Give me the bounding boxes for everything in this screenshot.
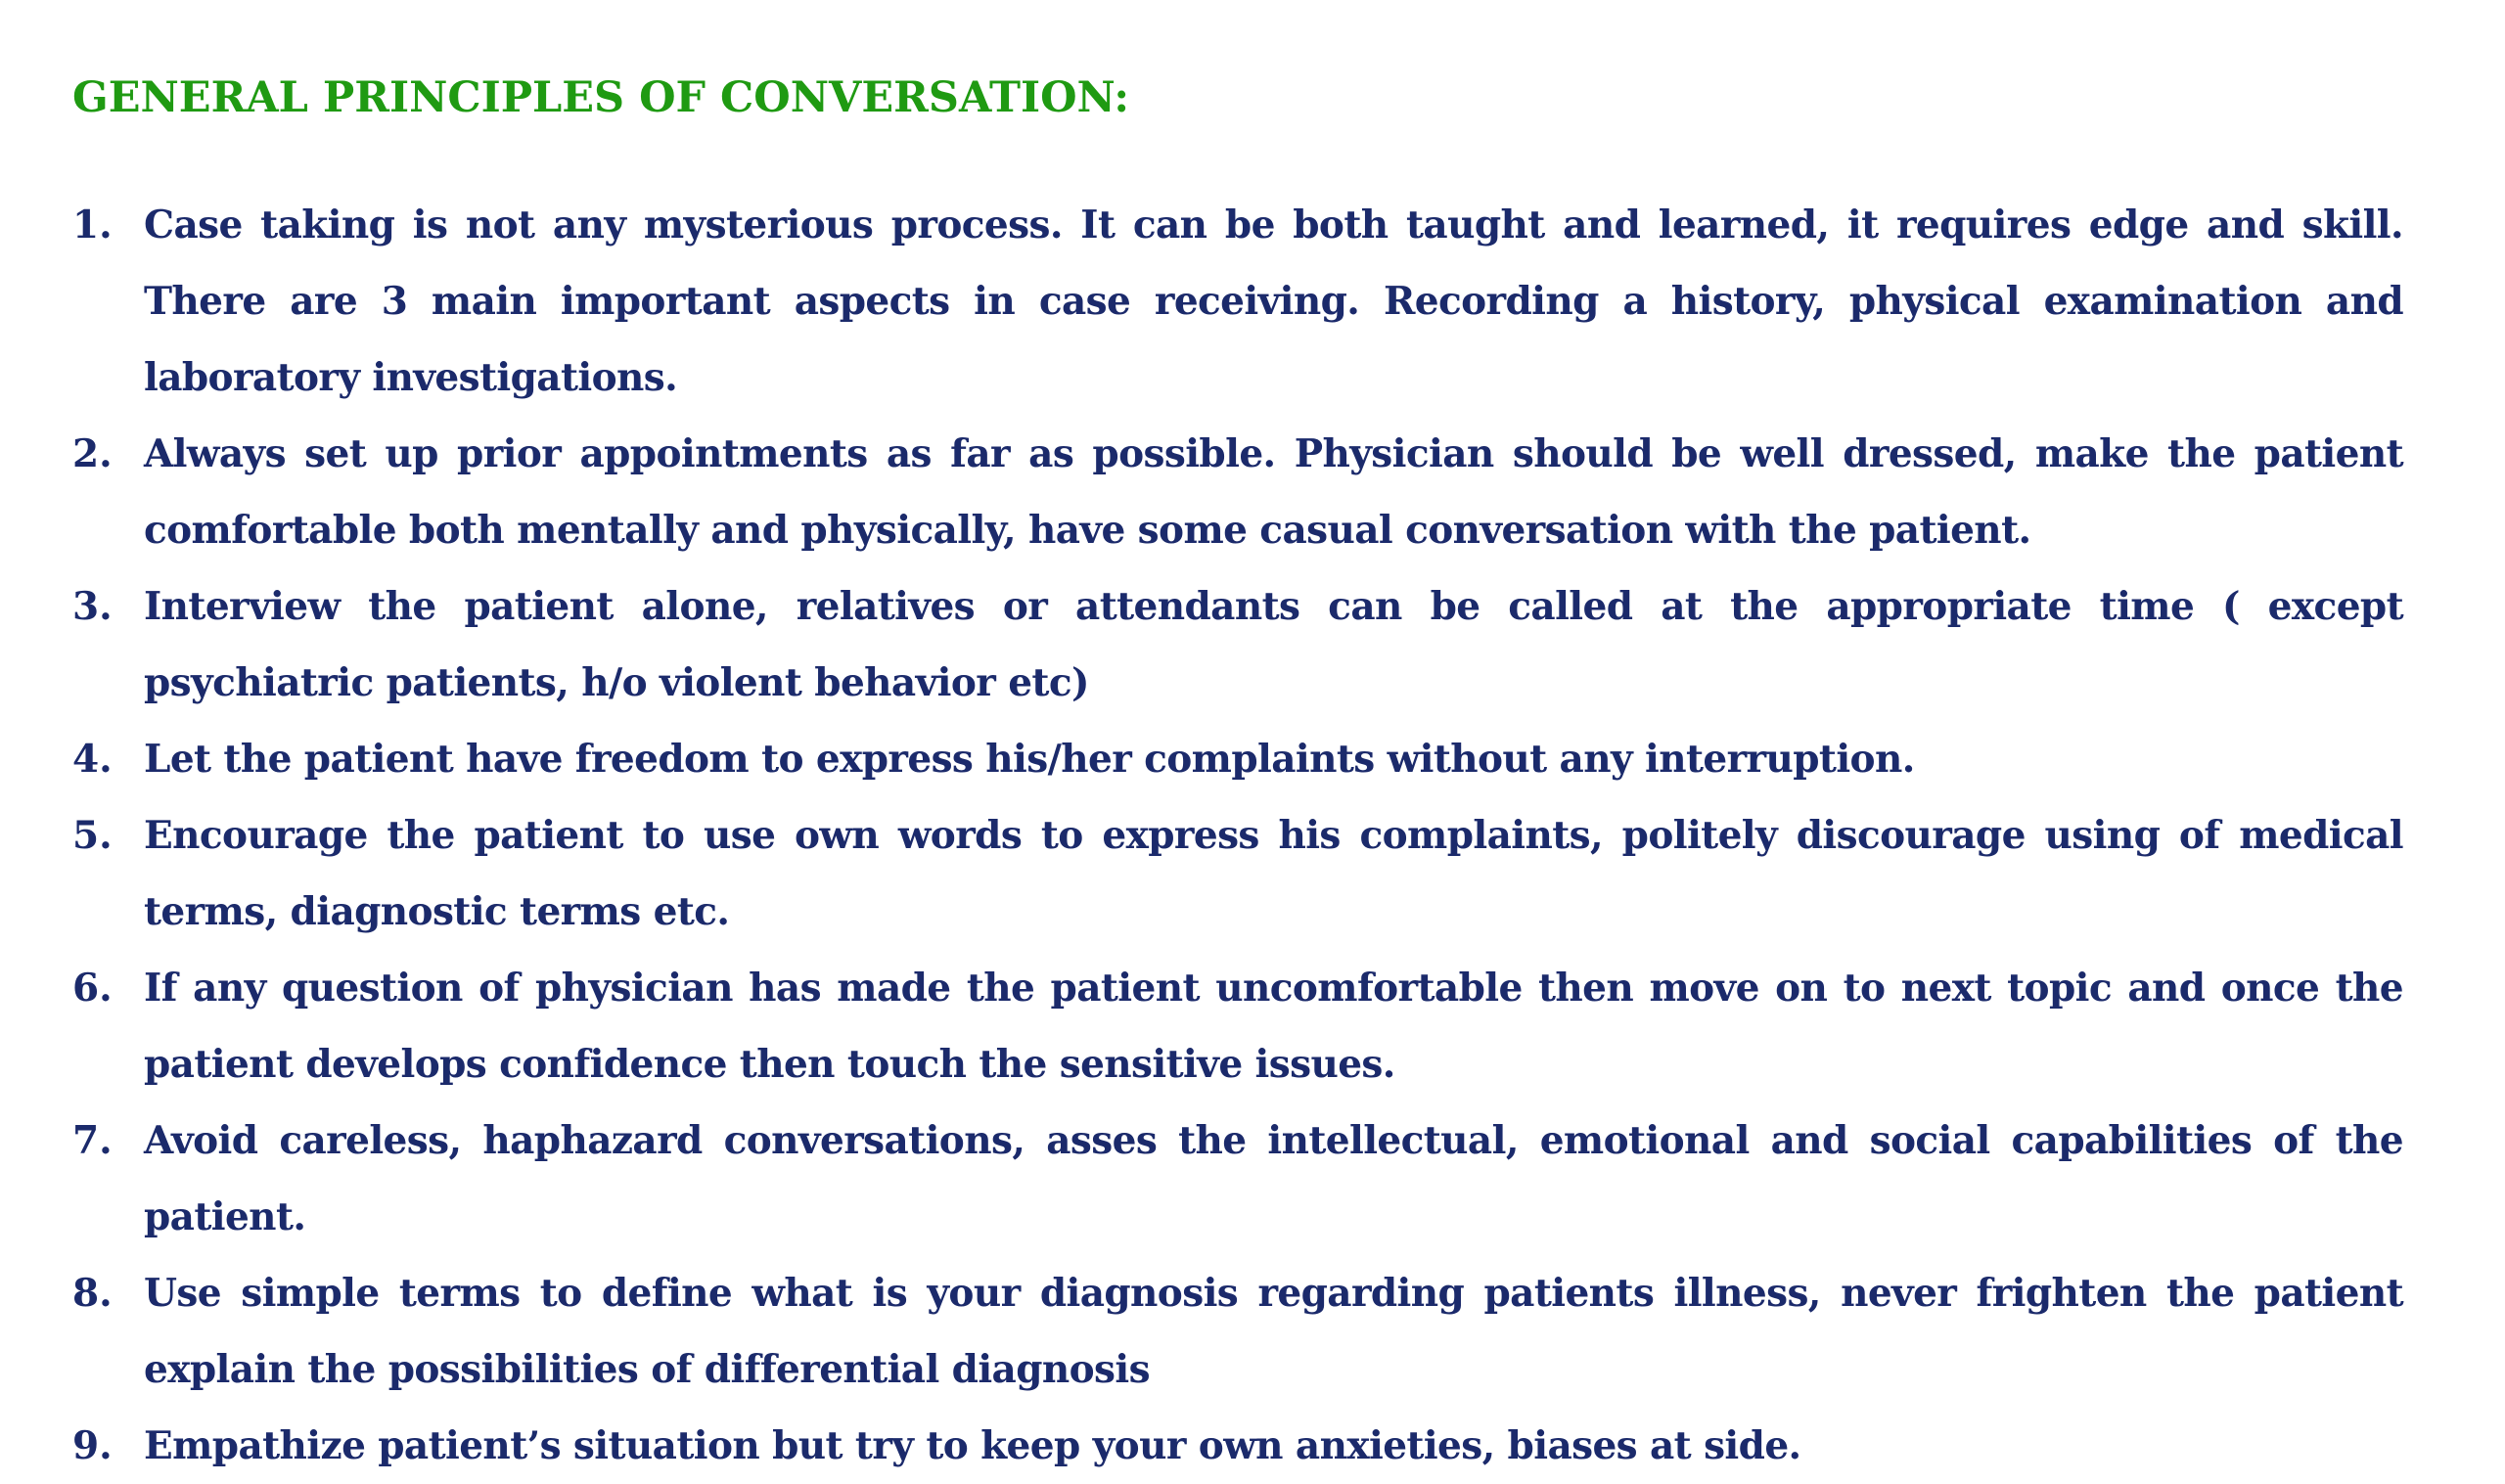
list-item <box>72 568 2403 721</box>
list-item-number: 3. <box>72 584 113 629</box>
list-item-number: 4. <box>72 737 113 782</box>
list-item-text: If any question of physician has made the patient uncomfortable then move on to next topic and once the patient develops confidence then touch the sensitive issues. <box>144 966 2403 1087</box>
list-item <box>72 1255 2403 1408</box>
list-item-number: 1. <box>72 202 113 247</box>
list-item-text: Avoid careless, haphazard conversations, asses the intellectual, emotional and social capabilities of the patient. <box>144 1118 2403 1239</box>
list-item <box>72 721 2403 797</box>
list-item-text: Interview the patient alone, relatives or attendants can be called at the appropriate time ( except psychiatric patients, h/o violent behavior etc) <box>144 584 2403 705</box>
list-item <box>72 187 2403 416</box>
list-item-number: 7. <box>72 1118 113 1163</box>
list-item-number: 5. <box>72 813 113 858</box>
list-item <box>72 1408 2403 1484</box>
list-item <box>72 797 2403 950</box>
list-item-text: Always set up prior appointments as far as possible. Physician should be well dressed, make the patient comfortable both mentally and physically, have some casual conversation with the patient. <box>144 431 2403 553</box>
list-item-number: 9. <box>72 1423 113 1468</box>
page-title: GENERAL PRINCIPLES OF CONVERSATION: <box>72 73 1130 122</box>
list-item-number: 8. <box>72 1271 113 1316</box>
list-item-number: 2. <box>72 431 113 476</box>
principles-list <box>72 187 2403 1484</box>
list-item-text: Encourage the patient to use own words to express his complaints, politely discourage using of medical terms, diagnostic terms etc. <box>144 813 2403 934</box>
list-item <box>72 416 2403 568</box>
list-item-text: Let the patient have freedom to express his/her complaints without any interruption. <box>144 737 1915 782</box>
list-item-text: Case taking is not any mysterious process. It can be both taught and learned, it requires edge and skill. There are 3 main important aspects in case receiving. Recording a history, physical examination and laboratory investigations. <box>144 202 2403 400</box>
list-item <box>72 1102 2403 1255</box>
list-item-text: Empathize patient’s situation but try to keep your own anxieties, biases at side. <box>144 1423 1801 1468</box>
list-item <box>72 950 2403 1102</box>
list-item-number: 6. <box>72 966 113 1011</box>
list-item-text: Use simple terms to define what is your diagnosis regarding patients illness, never frighten the patient explain the possibilities of differential diagnosis <box>144 1271 2403 1392</box>
